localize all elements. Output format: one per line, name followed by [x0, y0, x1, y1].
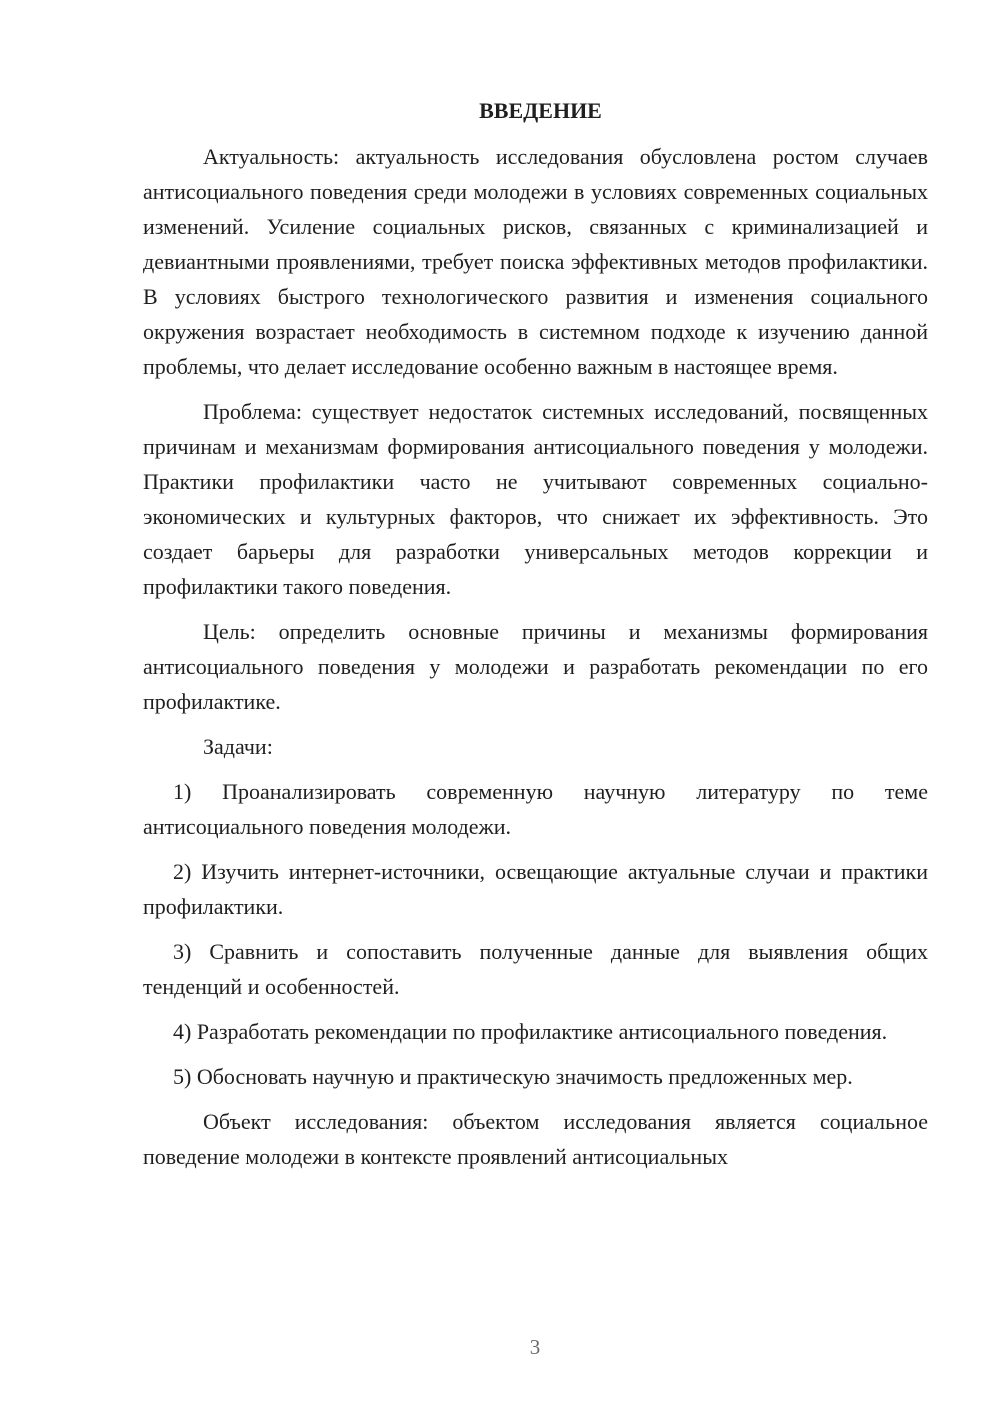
paragraph-relevance: Актуальность: актуальность исследования обусловлена ростом случаев антисоциального поведения среди молодежи в условиях современных социальных изменений. Усиление социальных рисков, связанных с криминализацией и девиантными проявлениями, требует поиска эффективных методов профилактики. В условиях быстрого технологического развития и изменения социального окружения возрастает необходимость в системном подходе к изучению данной проблемы, что делает исследование особенно важным в настоящее время. [143, 144, 928, 379]
task-item-4: 4) Разработать рекомендации по профилактике антисоциального поведения. [173, 1019, 888, 1044]
paragraph-problem: Проблема: существует недостаток системных исследований, посвященных причинам и механизмам формирования антисоциального поведения у молодежи. Практики профилактики часто не учитывают современных социально-экономических и культурных факторов, что снижает их эффективность. Это создает барьеры для разработки универсальных методов коррекции и профилактики такого поведения. [143, 399, 928, 599]
tasks-heading: Задачи: [203, 734, 273, 759]
task-item-3: 3) Сравнить и сопоставить полученные данные для выявления общих тенденций и особенностей. [143, 939, 928, 999]
page-content [143, 95, 928, 1184]
task-item-2: 2) Изучить интернет-источники, освещающие актуальные случаи и практики профилактики. [143, 859, 928, 919]
task-item-5: 5) Обосновать научную и практическую значимость предложенных мер. [173, 1064, 853, 1089]
paragraph-goal: Цель: определить основные причины и механизмы формирования антисоциального поведения у молодежи и разработать рекомендации по его профилактике. [143, 619, 928, 714]
section-title: ВВЕДЕНИЕ [479, 98, 602, 123]
page-number: 3 [529, 1335, 541, 1359]
paragraph-object: Объект исследования: объектом исследования является социальное поведение молодежи в контексте проявлений антисоциальных [143, 1109, 928, 1169]
task-item-1: 1) Проанализировать современную научную литературу по теме антисоциального поведения молодежи. [143, 779, 928, 839]
